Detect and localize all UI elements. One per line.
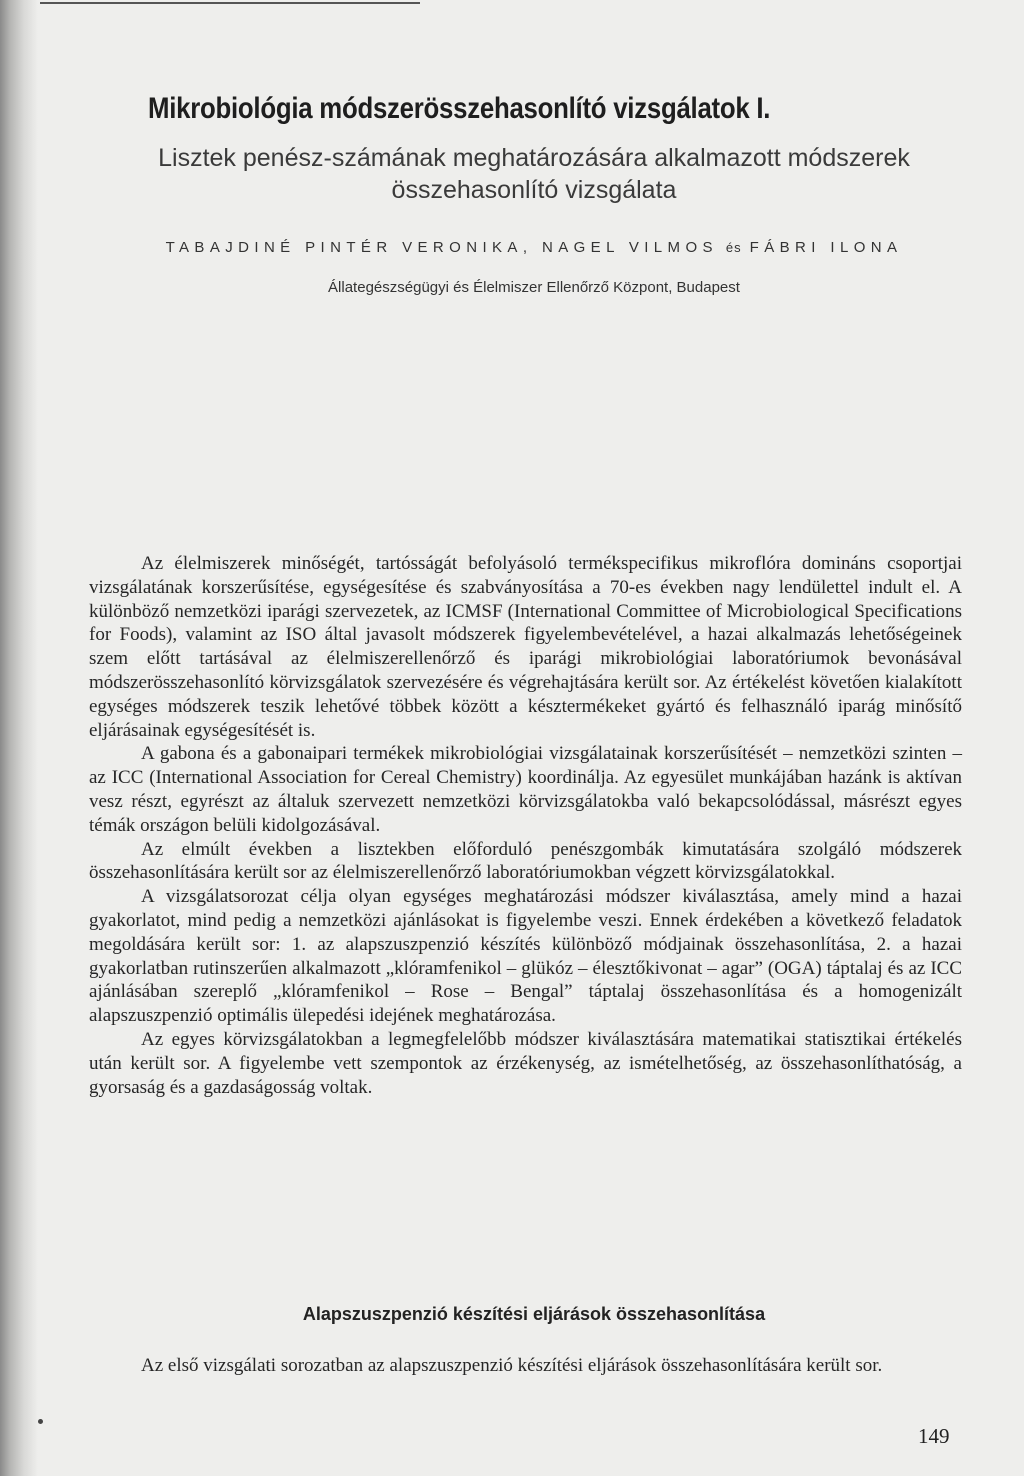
paragraph: Az elmúlt években a lisztekben előforduló penészgombák kimutatására szolgáló módszerek összehasonlítására került sor az élelmiszerellenőrző laboratóriumokban végzett körvizsgálatokkal. xyxy=(89,838,962,884)
margin-dot-mark xyxy=(38,1419,43,1424)
section-heading: Alapszuszpenzió készítési eljárások összehasonlítása xyxy=(302,1304,766,1324)
top-rule xyxy=(40,2,420,4)
authors-last: FÁBRI ILONA xyxy=(749,239,903,256)
article-title: Mikrobiológia módszerösszehasonlító vizsgálatok I. xyxy=(148,92,771,125)
paragraph: Az egyes körvizsgálatokban a legmegfelelőbb módszer kiválasztására matematikai statisztikai értékelés után került sor. A figyelembe vett szempontok az érzékenység, az ismételhetőség, az összehasonlíthatóság, a gyorsaság és a gazdaságosság voltak. xyxy=(89,1028,962,1098)
section-body xyxy=(89,1354,962,1378)
binding-edge-shadow xyxy=(0,0,38,1476)
paragraph: A gabona és a gabonaipari termékek mikrobiológiai vizsgálatainak korszerűsítését – nemzetközi szinten – az ICC (International Association for Cereal Chemistry) koordinálja. Az egyesület munkájában hazánk is aktívan vesz részt, egyrészt az általuk szervezett nemzetközi körvizsgálatokba való bekapcsolódással, másrészt egyes témák országon belüli kidolgozásával. xyxy=(89,743,962,836)
affiliation: Állategészségügyi és Élelmiszer Ellenőrző Központ, Budapest xyxy=(328,279,740,296)
page-number: 149 xyxy=(918,1424,950,1448)
author-line xyxy=(104,238,964,258)
article-subtitle: Lisztek penész-számának meghatározására alkalmazott módszerek összehasonlító vizsgálata xyxy=(158,144,910,204)
article-body xyxy=(89,552,962,1099)
authors-first: TABAJDINÉ PINTÉR VERONIKA, NAGEL VILMOS xyxy=(165,239,718,256)
paragraph: A vizsgálatsorozat célja olyan egységes meghatározási módszer kiválasztása, amely mind a hazai gyakorlatot, mind pedig a nemzetközi ajánlásokat is figyelembe veszi. Ennek érdekében a következő feladatok megoldására került sor: 1. az alapszuszpenzió készítés különböző módjainak összehasonlítása, 2. a hazai gyakorlatban rutinszerűen alkalmazott „klóramfenikol – glükóz – élesztőkivonat – agar” (OGA) táptalaj és az ICC ajánlásában szereplő „klóramfenikol – Rose – Bengal” táptalaj összehasonlítása és a homogenizált alapszuszpenzió optimális ülepedési idejének meghatározása. xyxy=(89,886,962,1027)
paragraph: Az élelmiszerek minőségét, tartósságát befolyásoló termékspecifikus mikroflóra domináns csoportjai vizsgálatának korszerűsítése, egységesítése és szabványosítása a 70-es években nagy lendülettel indult el. A különböző nemzetközi iparági szervezetek, az ICMSF (International Committee of Microbiological Specifications for Foods), valamint az ISO által javasolt módszerek figyelembevételével, a hazai alkalmazás lehetőségeinek szem előtt tartásával az élelmiszerellenőrző és iparági mikrobiológiai laboratóriumok bevonásával módszerösszehasonlító körvizsgálatok szervezésére és végrehajtására került sor. Az értékelést követően kialakított egységes módszerek teszik lehetővé többek között a késztermékeket gyártó és felhasználó iparág minősítő eljárásainak egységesítését is. xyxy=(89,553,962,741)
paragraph: Az első vizsgálati sorozatban az alapszuszpenzió készítési eljárások összehasonlítására került sor. xyxy=(141,1355,883,1376)
authors-conjunction: és xyxy=(725,240,742,255)
